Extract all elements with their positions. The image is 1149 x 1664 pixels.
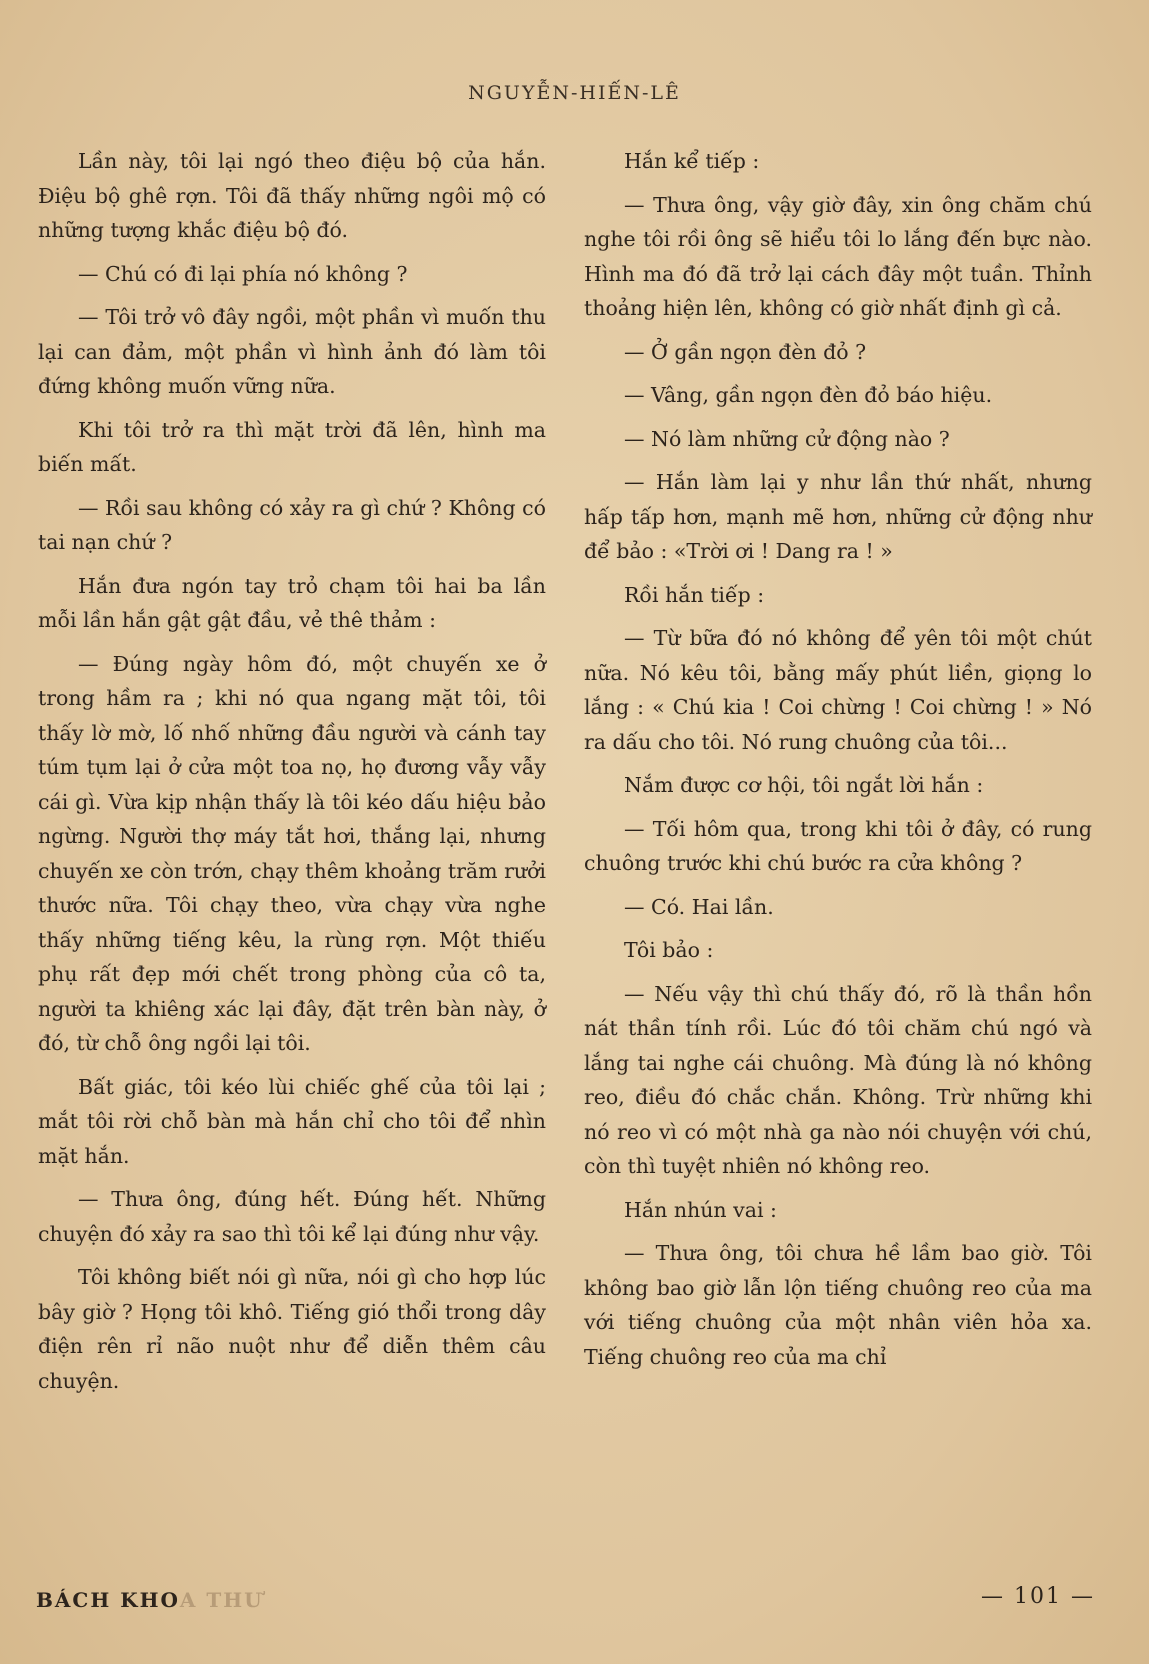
paragraph: Lần này, tôi lại ngó theo điệu bộ của hắn. Điệu bộ ghê rợn. Tôi đã thấy những ngôi mộ có những tượng khắc điệu bộ đó. <box>38 149 546 242</box>
paragraph: Tôi bảo : <box>624 938 714 962</box>
publication-name-dark: BÁCH KHO <box>36 1588 180 1612</box>
paragraph: — Thưa ông, vậy giờ đây, xin ông chăm chú nghe tôi rồi ông sẽ hiểu tôi lo lắng đến bực nào. Hình ma đó đã trở lại cách đây một tuần. Thỉnh thoảng hiện lên, không có giờ nhất định gì cả. <box>584 192 1092 320</box>
right-column <box>584 144 1092 1383</box>
paragraph: — Rồi sau không có xảy ra gì chứ ? Không có tai nạn chứ ? <box>38 495 546 554</box>
paragraph: Nắm được cơ hội, tôi ngắt lời hắn : <box>624 773 984 797</box>
paragraph: — Tối hôm qua, trong khi tôi ở đây, có rung chuông trước khi chú bước ra cửa không ? <box>584 816 1092 875</box>
paragraph: Bất giác, tôi kéo lùi chiếc ghế của tôi lại ; mắt tôi rời chỗ bàn mà hắn chỉ cho tôi để nhìn mặt hắn. <box>38 1074 546 1168</box>
left-column <box>38 144 546 1407</box>
paragraph: — Từ bữa đó nó không để yên tôi một chút nữa. Nó kêu tôi, bằng mấy phút liền, giọng lo lắng : « Chú kia ! Coi chừng ! Coi chừng ! » Nó ra dấu cho tôi. Nó rung chuông của tôi... <box>584 626 1092 754</box>
paragraph: — Chú có đi lại phía nó không ? <box>78 261 408 286</box>
paragraph: — Thưa ông, đúng hết. Đúng hết. Những chuyện đó xảy ra sao thì tôi kể lại đúng như vậy. <box>38 1187 546 1246</box>
paragraph: — Hắn làm lại y như lần thứ nhất, nhưng hấp tấp hơn, mạnh mẽ hơn, những cử động như để bảo : «Trời ơi ! Dang ra ! » <box>584 470 1092 563</box>
publication-name <box>36 1588 264 1612</box>
paragraph: — Đúng ngày hôm đó, một chuyến xe ở trong hầm ra ; khi nó qua ngang mặt tôi, tôi thấy lờ mờ, lố nhố những đầu người và cánh tay túm tụm lại ở cửa một toa nọ, họ đương vẫy vẫy cái gì. Vừa kịp nhận thấy là tôi kéo dấu hiệu bảo ngừng. Người thợ máy tắt hơi, thắng lại, nhưng chuyến xe còn trớn, chạy thêm khoảng trăm rưởi thước nữa. Tôi chạy theo, vừa chạy vừa nghe thấy những tiếng kêu, la rùng rợn. Một thiếu phụ rất đẹp mới chết trong phòng của cô ta, người ta khiêng xác lại đây, đặt trên bàn này, ở đó, từ chỗ ông ngồi lại tôi. <box>38 651 546 1055</box>
paragraph: — Tôi trở vô đây ngồi, một phần vì muốn thu lại can đảm, một phần vì hình ảnh đó làm tôi đứng không muốn vững nữa. <box>38 305 546 398</box>
paragraph: Rồi hắn tiếp : <box>624 582 765 607</box>
paragraph: — Nếu vậy thì chú thấy đó, rõ là thần hồn nát thần tính rồi. Lúc đó tôi chăm chú ngó và lắng tai nghe cái chuông. Mà đúng là nó không reo, điều đó chắc chắn. Không. Trừ những khi nó reo vì có một nhà ga nào nói chuyện với chú, còn thì tuyệt nhiên nó không reo. <box>584 981 1092 1178</box>
paragraph: — Có. Hai lần. <box>624 894 774 919</box>
paragraph: Hắn đưa ngón tay trỏ chạm tôi hai ba lần mỗi lần hắn gật gật đầu, vẻ thê thảm : <box>38 573 546 632</box>
paragraph: — Ở gần ngọn đèn đỏ ? <box>624 339 867 364</box>
paragraph: Khi tôi trở ra thì mặt trời đã lên, hình ma biến mất. <box>38 417 546 476</box>
paragraph: Tôi không biết nói gì nữa, nói gì cho hợp lúc bây giờ ? Họng tôi khô. Tiếng gió thổi trong dây điện rên rỉ não nuột như để diễn thêm câu chuyện. <box>38 1265 546 1393</box>
paragraph: — Nó làm những cử động nào ? <box>624 426 950 451</box>
page-number: — 101 — <box>981 1584 1095 1609</box>
publication-name-faded: A THƯ <box>179 1588 264 1612</box>
running-header: NGUYỄN-HIẾN-LÊ <box>468 82 681 104</box>
paragraph: — Thưa ông, tôi chưa hề lầm bao giờ. Tôi không bao giờ lẫn lộn tiếng chuông reo của ma với tiếng chuông của một nhân viên hỏa xa. Tiếng chuông reo của ma chỉ <box>584 1241 1092 1369</box>
paragraph: — Vâng, gần ngọn đèn đỏ báo hiệu. <box>624 383 993 407</box>
paragraph: Hắn nhún vai : <box>624 1197 777 1222</box>
paragraph: Hắn kể tiếp : <box>624 149 760 173</box>
